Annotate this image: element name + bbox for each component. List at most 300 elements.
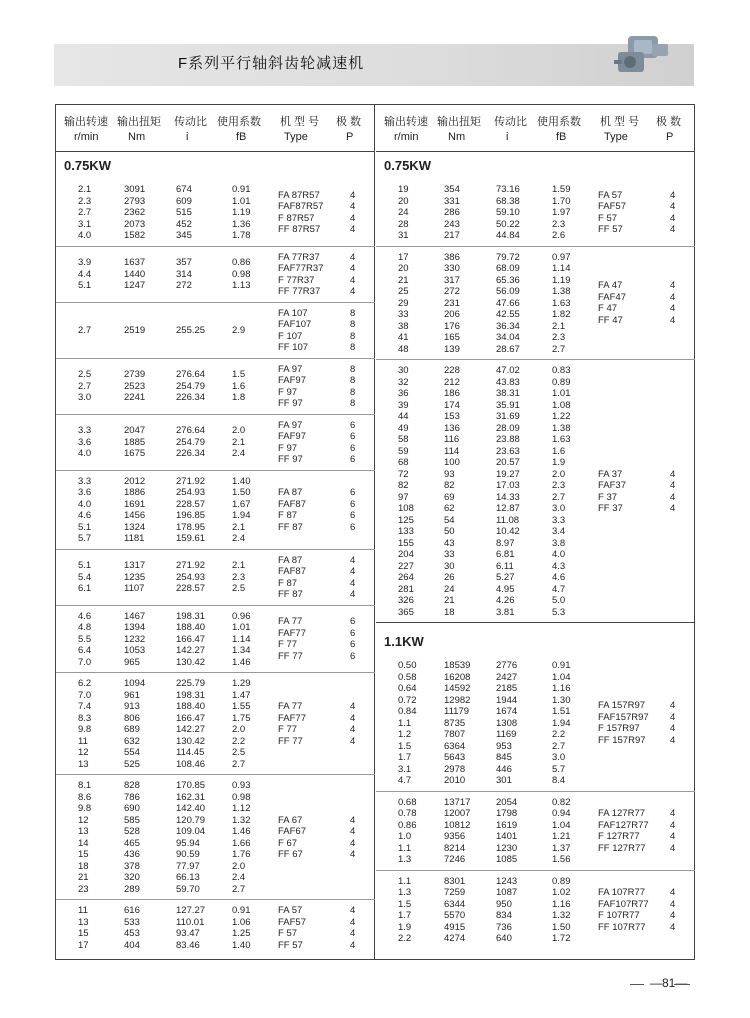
right-poles-value: 4 <box>670 910 676 921</box>
right-torque-value: 8735 <box>444 717 466 729</box>
right-torque-value: 13717 <box>444 796 471 808</box>
right-ratio-value: 50.22 <box>496 218 520 230</box>
left-factor-value: 1.50 <box>232 487 251 498</box>
left-ratio-value: 130.42 <box>176 735 206 747</box>
right-header-ratio: 传动比 <box>494 116 527 128</box>
left-torque-column <box>124 560 145 595</box>
left-speed-value: 11 <box>78 735 88 747</box>
right-type-value: FA 37 <box>598 468 623 480</box>
right-speed-value: 41 <box>398 332 409 343</box>
right-header-output-torque: 输出扭矩 <box>437 116 481 128</box>
left-speed-value: 3.3 <box>78 475 92 487</box>
right-ratio-value: 5.27 <box>496 572 515 583</box>
right-poles-value: 4 <box>670 314 676 326</box>
left-ratio-value: 228.57 <box>176 498 206 510</box>
left-torque-value: 378 <box>124 860 140 872</box>
right-header-service-factor-unit: fB <box>556 131 567 143</box>
left-factor-value: 1.46 <box>232 656 251 668</box>
left-speed-value: 3.6 <box>78 436 92 448</box>
right-factor-value: 1.72 <box>552 933 571 944</box>
left-torque-column <box>124 905 140 951</box>
right-type-value: FAF157R97 <box>598 711 649 723</box>
left-speed-value: 6.1 <box>78 583 92 595</box>
left-torque-value: 1885 <box>124 436 146 448</box>
left-speed-value: 12 <box>78 747 89 758</box>
right-ratio-value: 23.88 <box>496 434 520 445</box>
left-type-value: FF 97 <box>278 398 303 409</box>
left-speed-value: 14 <box>78 837 89 849</box>
left-speed-value: 12 <box>78 814 89 826</box>
left-torque-value: 2047 <box>124 425 146 437</box>
right-ratio-column <box>496 252 520 356</box>
left-poles-value: 8 <box>350 330 356 342</box>
right-header-output-speed: 输出转速 <box>384 116 428 128</box>
right-speed-value: 1.9 <box>398 921 412 933</box>
left-torque-value: 632 <box>124 735 140 747</box>
left-ratio-value: 95.94 <box>176 837 200 849</box>
right-speed-value: 30 <box>398 365 409 376</box>
right-speed-value: 0.50 <box>398 660 417 671</box>
left-factor-value: 2.3 <box>232 571 246 583</box>
left-type-value: FA 77 <box>278 701 303 712</box>
right-factor-column <box>552 876 571 945</box>
left-speed-column <box>78 611 91 669</box>
left-factor-value: 2.7 <box>232 758 246 770</box>
left-poles-column <box>350 616 355 662</box>
left-group-rule <box>56 672 375 673</box>
right-type-column <box>598 887 649 933</box>
left-type-value: FAF87 <box>278 566 306 577</box>
right-torque-column <box>444 184 460 242</box>
left-speed-value: 2.7 <box>78 324 92 336</box>
right-speed-value: 227 <box>398 560 414 572</box>
right-factor-value: 1.30 <box>552 694 571 706</box>
right-ratio-value: 1944 <box>496 694 518 706</box>
left-speed-column <box>78 476 91 545</box>
right-speed-value: 0.58 <box>398 671 417 683</box>
right-factor-value: 2.3 <box>552 332 566 343</box>
right-type-value: F 157R97 <box>598 723 640 735</box>
right-ratio-value: 3.81 <box>496 606 515 618</box>
right-speed-value: 97 <box>398 491 409 503</box>
right-type-value: FF 127R77 <box>598 842 646 854</box>
right-torque-value: 153 <box>444 411 460 422</box>
left-poles-value: 4 <box>350 251 356 263</box>
title-banner <box>54 44 694 86</box>
right-ratio-value: 14.33 <box>496 491 520 503</box>
right-type-column <box>598 280 626 326</box>
left-poles-value: 4 <box>350 201 356 213</box>
right-speed-value: 33 <box>398 309 409 320</box>
left-poles-column <box>350 308 355 354</box>
left-type-value: FF 87 <box>278 521 303 533</box>
right-header-service-factor: 使用系数 <box>537 116 581 128</box>
left-torque-value: 453 <box>124 928 140 939</box>
left-ratio-value: 272 <box>176 280 192 292</box>
right-ratio-value: 11.08 <box>496 514 520 526</box>
right-torque-value: 206 <box>444 309 460 320</box>
left-factor-value: 2.1 <box>232 521 246 533</box>
left-torque-value: 1637 <box>124 257 146 269</box>
left-ratio-value: 515 <box>176 207 192 218</box>
right-ratio-value: 4.95 <box>496 583 515 595</box>
left-torque-value: 2241 <box>124 392 146 404</box>
left-ratio-value: 254.93 <box>176 487 206 498</box>
left-header-service-factor: 使用系数 <box>217 116 261 128</box>
left-speed-value: 4.0 <box>78 230 92 241</box>
right-torque-value: 18 <box>444 606 455 618</box>
left-type-value: FF 97 <box>278 454 303 465</box>
left-torque-value: 528 <box>124 826 140 837</box>
right-group-rule <box>376 246 695 247</box>
page-number-rule-left <box>630 984 644 985</box>
left-torque-value: 1582 <box>124 230 146 241</box>
right-factor-value: 3.8 <box>552 537 566 549</box>
right-ratio-value: 1401 <box>496 831 518 842</box>
right-torque-value: 8301 <box>444 875 466 887</box>
left-factor-value: 2.0 <box>232 860 246 872</box>
right-poles-value: 4 <box>670 831 676 842</box>
left-header-output-speed: 输出转速 <box>64 116 108 128</box>
left-type-value: F 87R57 <box>278 212 315 224</box>
right-factor-value: 1.50 <box>552 921 571 933</box>
right-speed-value: 58 <box>398 434 409 445</box>
right-ratio-value: 10.42 <box>496 526 520 537</box>
right-torque-value: 7259 <box>444 887 466 898</box>
right-poles-column <box>670 700 675 746</box>
left-ratio-value: 271.92 <box>176 560 206 572</box>
left-poles-value: 4 <box>350 589 356 600</box>
left-torque-value: 1440 <box>124 268 146 280</box>
right-factor-value: 2.1 <box>552 320 566 332</box>
right-poles-column <box>670 469 675 515</box>
right-factor-value: 0.83 <box>552 365 571 376</box>
right-poles-column <box>670 280 675 326</box>
left-poles-column <box>350 555 355 601</box>
right-type-value: FF 107R77 <box>598 921 646 933</box>
left-factor-value: 1.32 <box>232 814 251 826</box>
left-ratio-value: 198.31 <box>176 689 206 701</box>
right-ratio-value: 68.38 <box>496 195 520 207</box>
right-factor-column <box>552 797 571 866</box>
right-speed-value: 1.3 <box>398 887 412 898</box>
right-torque-value: 21 <box>444 595 455 606</box>
right-factor-value: 1.08 <box>552 399 571 411</box>
right-speed-value: 2.2 <box>398 933 412 944</box>
right-factor-value: 1.02 <box>552 887 571 898</box>
right-torque-value: 8214 <box>444 842 466 854</box>
right-ratio-column <box>496 797 517 866</box>
left-torque-column <box>124 184 145 242</box>
left-type-value: FAF77 <box>278 712 306 724</box>
left-factor-value: 2.4 <box>232 872 246 883</box>
left-ratio-column <box>176 425 205 460</box>
left-ratio-value: 170.85 <box>176 780 206 791</box>
right-header-output-torque-unit: Nm <box>448 131 466 143</box>
right-factor-value: 1.19 <box>552 274 571 286</box>
right-ratio-value: 59.10 <box>496 207 520 218</box>
right-speed-value: 1.3 <box>398 854 412 865</box>
left-speed-value: 7.0 <box>78 656 92 668</box>
left-ratio-value: 196.85 <box>176 510 206 521</box>
left-factor-column <box>232 560 245 595</box>
left-torque-value: 465 <box>124 837 140 849</box>
left-type-value: FA 87 <box>278 554 303 566</box>
right-power-title: 1.1KW <box>384 634 424 649</box>
right-speed-value: 0.64 <box>398 683 417 694</box>
left-factor-value: 1.12 <box>232 803 251 814</box>
right-factor-value: 0.94 <box>552 808 571 819</box>
left-factor-value: 1.36 <box>232 218 251 230</box>
left-factor-value: 1.46 <box>232 826 251 837</box>
left-header-type: 机 型 号 <box>280 116 320 128</box>
left-type-value: FA 107 <box>278 307 308 319</box>
left-poles-value: 8 <box>350 319 356 330</box>
right-ratio-value: 12.87 <box>496 503 520 514</box>
left-ratio-column <box>176 369 205 404</box>
left-type-column <box>278 252 323 298</box>
left-factor-value: 2.5 <box>232 747 246 758</box>
left-ratio-value: 90.59 <box>176 849 200 860</box>
right-poles-value: 4 <box>670 224 676 236</box>
left-factor-column <box>232 476 251 545</box>
left-ratio-value: 254.79 <box>176 380 206 392</box>
right-factor-value: 1.22 <box>552 411 571 422</box>
right-ratio-value: 47.66 <box>496 297 520 309</box>
right-torque-value: 10812 <box>444 819 471 831</box>
left-speed-column <box>78 560 91 595</box>
left-torque-value: 913 <box>124 701 140 712</box>
right-ratio-value: 56.09 <box>496 286 520 297</box>
left-torque-value: 2793 <box>124 195 146 207</box>
right-factor-value: 1.16 <box>552 898 571 910</box>
left-poles-value: 6 <box>350 419 356 431</box>
left-ratio-value: 66.13 <box>176 872 200 883</box>
left-poles-value: 8 <box>350 375 356 386</box>
right-type-value: FA 157R97 <box>598 700 646 712</box>
left-ratio-value: 127.27 <box>176 905 206 916</box>
left-speed-value: 6.2 <box>78 678 92 689</box>
right-ratio-value: 47.02 <box>496 365 520 376</box>
left-torque-value: 1324 <box>124 521 146 533</box>
left-torque-value: 1094 <box>124 678 146 689</box>
gear-motor-icon <box>612 30 672 82</box>
right-ratio-column <box>496 876 517 945</box>
left-torque-value: 961 <box>124 689 140 701</box>
right-speed-value: 49 <box>398 422 409 434</box>
right-factor-value: 4.0 <box>552 549 566 560</box>
left-speed-value: 23 <box>78 883 89 895</box>
right-poles-value: 4 <box>670 711 676 723</box>
left-type-value: FAF67 <box>278 826 306 837</box>
left-factor-value: 2.0 <box>232 425 246 437</box>
left-speed-value: 4.6 <box>78 610 92 622</box>
left-ratio-value: 130.42 <box>176 656 206 668</box>
left-ratio-value: 83.46 <box>176 939 200 951</box>
right-speed-value: 365 <box>398 606 414 618</box>
right-poles-value: 4 <box>670 887 676 898</box>
right-type-value: FAF107R77 <box>598 898 649 910</box>
right-ratio-value: 8.97 <box>496 537 515 549</box>
left-poles-value: 6 <box>350 498 356 510</box>
right-factor-value: 1.70 <box>552 195 571 207</box>
left-factor-column <box>232 780 251 895</box>
left-type-value: F 77R37 <box>278 274 315 286</box>
right-torque-value: 2010 <box>444 775 466 786</box>
right-speed-value: 0.68 <box>398 796 417 808</box>
right-speed-value: 31 <box>398 230 409 241</box>
right-poles-column <box>670 808 675 854</box>
right-torque-value: 116 <box>444 434 460 445</box>
left-ratio-value: 188.40 <box>176 622 206 633</box>
right-factor-value: 1.59 <box>552 184 571 195</box>
right-speed-column <box>398 660 417 787</box>
right-factor-value: 3.3 <box>552 514 566 526</box>
left-poles-value: 6 <box>350 627 356 639</box>
right-factor-value: 1.82 <box>552 309 571 320</box>
left-poles-value: 4 <box>350 837 356 849</box>
right-factor-value: 1.63 <box>552 297 571 309</box>
left-speed-value: 8.3 <box>78 712 92 724</box>
right-torque-value: 114 <box>444 445 460 457</box>
left-poles-column <box>350 701 355 747</box>
right-factor-value: 2.7 <box>552 491 566 503</box>
left-factor-value: 1.78 <box>232 230 251 241</box>
right-factor-value: 2.6 <box>552 230 566 241</box>
right-ratio-value: 38.31 <box>496 388 520 399</box>
left-group-rule <box>56 605 375 606</box>
left-ratio-column <box>176 325 205 337</box>
left-poles-value: 6 <box>350 510 356 521</box>
left-speed-value: 7.4 <box>78 701 92 712</box>
right-factor-value: 2.0 <box>552 468 566 480</box>
right-poles-value: 4 <box>670 921 676 933</box>
left-poles-value: 4 <box>350 928 356 939</box>
right-type-value: FA 107R77 <box>598 887 646 898</box>
left-speed-value: 17 <box>78 939 89 951</box>
right-group-rule <box>376 622 695 623</box>
right-ratio-value: 73.16 <box>496 184 520 195</box>
left-ratio-value: 255.25 <box>176 324 206 336</box>
right-torque-value: 7246 <box>444 854 466 865</box>
left-factor-value: 2.4 <box>232 448 246 460</box>
left-group-rule <box>56 246 375 247</box>
left-poles-value: 4 <box>350 724 356 735</box>
right-torque-value: 9356 <box>444 831 466 842</box>
left-ratio-value: 345 <box>176 230 192 241</box>
left-factor-value: 2.5 <box>232 583 246 595</box>
right-type-value: FF 157R97 <box>598 734 646 746</box>
left-torque-value: 554 <box>124 747 140 758</box>
left-group-rule <box>56 470 375 471</box>
right-factor-value: 1.38 <box>552 422 571 434</box>
left-speed-column <box>78 780 91 895</box>
right-torque-column <box>444 797 470 866</box>
left-factor-value: 0.98 <box>232 268 251 280</box>
page-number: —81— <box>650 976 688 990</box>
left-type-column <box>278 815 306 861</box>
right-torque-value: 12007 <box>444 808 471 819</box>
left-speed-value: 2.5 <box>78 369 92 381</box>
right-speed-value: 133 <box>398 526 414 537</box>
right-speed-value: 20 <box>398 195 409 207</box>
left-type-column <box>278 364 306 410</box>
right-factor-value: 1.04 <box>552 671 571 683</box>
left-speed-value: 15 <box>78 928 89 939</box>
right-type-value: FA 47 <box>598 280 623 292</box>
right-type-value: F 107R77 <box>598 910 640 921</box>
right-torque-value: 33 <box>444 549 455 560</box>
left-ratio-value: 254.79 <box>176 436 206 448</box>
left-torque-value: 533 <box>124 916 140 928</box>
left-ratio-column <box>176 184 192 242</box>
left-speed-value: 8.1 <box>78 780 92 791</box>
left-factor-value: 1.76 <box>232 849 251 860</box>
left-ratio-value: 142.27 <box>176 724 206 735</box>
left-type-value: FA 87 <box>278 487 303 498</box>
right-ratio-value: 950 <box>496 898 512 910</box>
left-torque-value: 1691 <box>124 498 146 510</box>
left-speed-value: 18 <box>78 860 89 872</box>
right-ratio-value: 1087 <box>496 887 518 898</box>
left-torque-value: 1107 <box>124 583 145 595</box>
right-poles-value: 4 <box>670 280 676 292</box>
right-poles-value: 4 <box>670 480 676 491</box>
right-ratio-value: 36.34 <box>496 320 520 332</box>
left-speed-value: 7.0 <box>78 689 92 701</box>
right-torque-value: 100 <box>444 457 460 468</box>
left-ratio-value: 225.79 <box>176 678 206 689</box>
left-type-value: FA 97 <box>278 419 303 431</box>
left-ratio-value: 59.70 <box>176 883 200 895</box>
right-torque-value: 69 <box>444 491 455 503</box>
right-torque-value: 231 <box>444 297 460 309</box>
left-factor-value: 1.01 <box>232 622 251 633</box>
left-poles-column <box>350 815 355 861</box>
left-poles-value: 4 <box>350 577 356 589</box>
right-type-value: F 57 <box>598 212 618 224</box>
right-torque-value: 62 <box>444 503 455 514</box>
left-type-value: F 57 <box>278 928 298 939</box>
left-poles-column <box>350 905 355 951</box>
right-ratio-value: 4.26 <box>496 595 515 606</box>
left-speed-value: 4.8 <box>78 622 92 633</box>
right-type-value: FF 57 <box>598 224 623 236</box>
right-torque-value: 136 <box>444 422 460 434</box>
left-ratio-value: 452 <box>176 218 192 230</box>
left-ratio-value: 162.31 <box>176 791 206 803</box>
right-poles-value: 4 <box>670 468 676 480</box>
left-poles-value: 4 <box>350 224 356 236</box>
left-group-rule <box>56 358 375 359</box>
right-torque-value: 30 <box>444 560 455 572</box>
left-factor-value: 0.91 <box>232 184 251 195</box>
right-factor-value: 1.56 <box>552 854 571 865</box>
left-speed-value: 5.5 <box>78 633 92 645</box>
left-poles-value: 4 <box>350 814 356 826</box>
right-type-value: FF 47 <box>598 314 623 326</box>
left-ratio-value: 276.64 <box>176 425 206 437</box>
left-poles-value: 6 <box>350 521 356 533</box>
right-factor-value: 1.32 <box>552 910 571 921</box>
left-speed-value: 4.0 <box>78 498 92 510</box>
right-type-value: FAF127R77 <box>598 819 649 831</box>
right-ratio-value: 17.03 <box>496 480 520 491</box>
right-torque-value: 4915 <box>444 921 466 933</box>
right-torque-value: 317 <box>444 274 460 286</box>
right-factor-value: 2.3 <box>552 218 566 230</box>
right-poles-value: 4 <box>670 303 676 315</box>
